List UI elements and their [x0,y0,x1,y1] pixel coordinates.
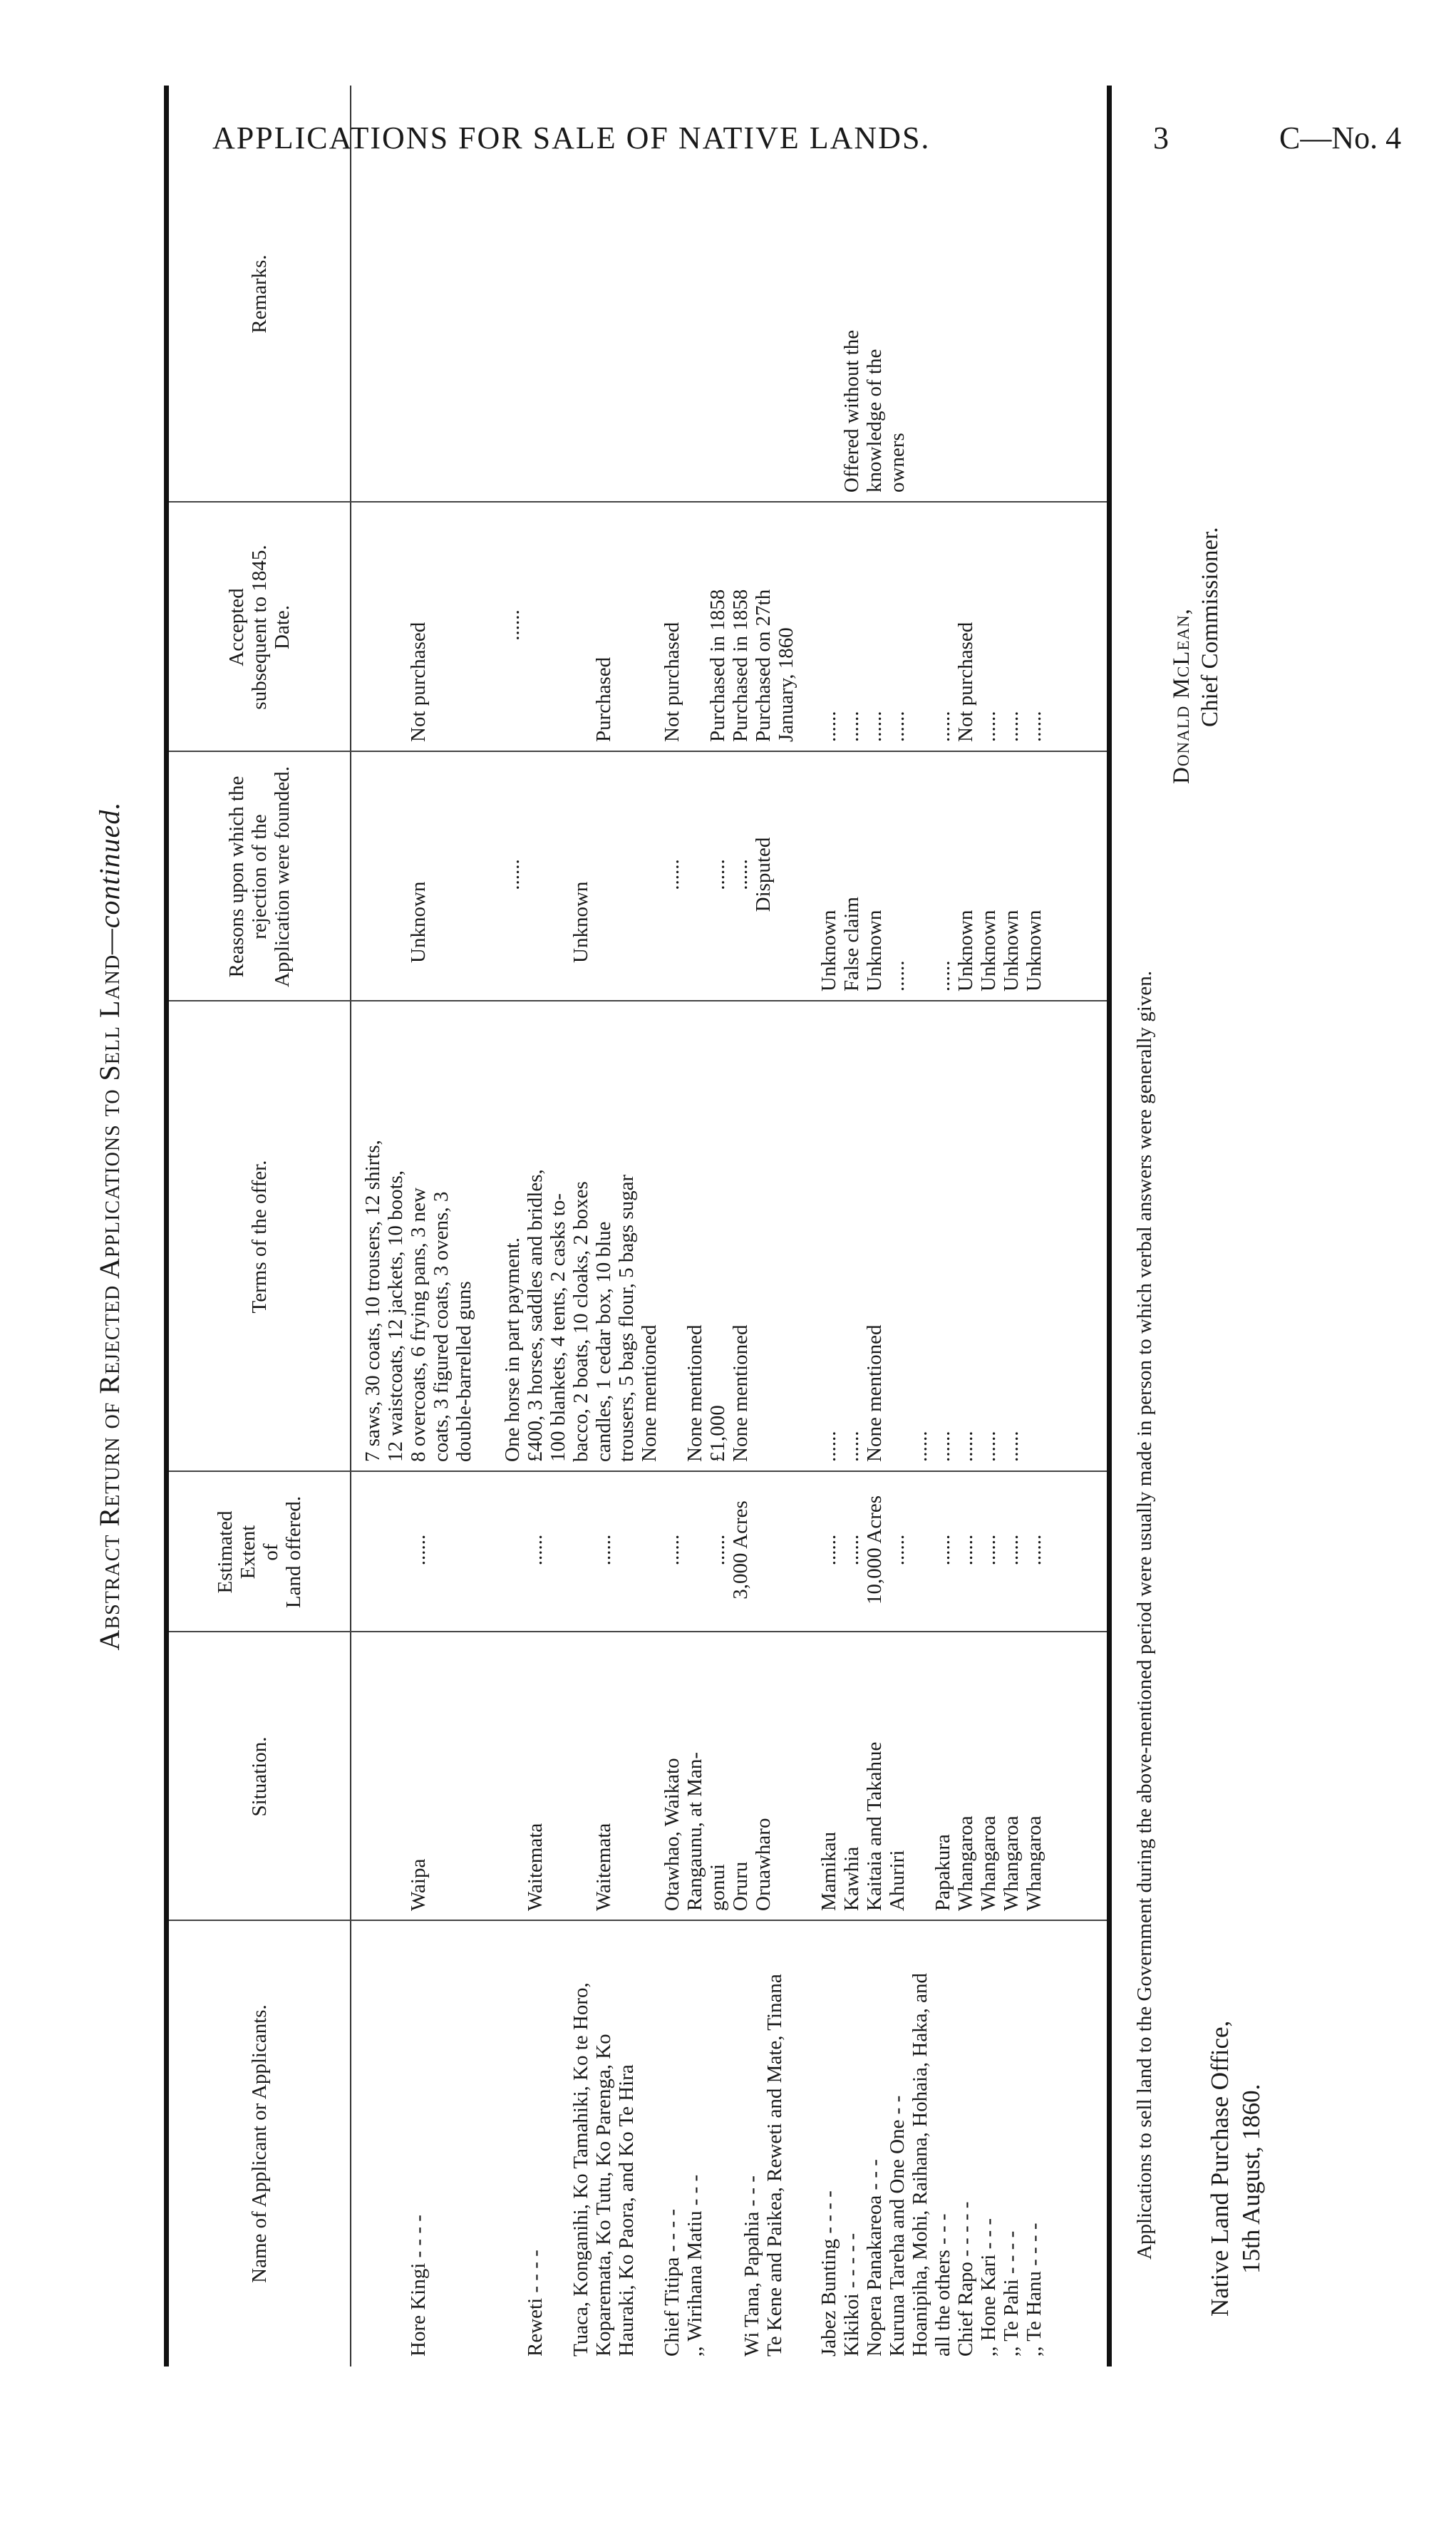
header-applicant: Name of Applicant or Applicants. [248,2004,271,2283]
reasons-cell: Unknown [407,881,430,963]
column-divider [169,1920,1107,1921]
reasons-cell: Unknown False claim Unknown ...... ...... Unknown Unknown Unknown Unknown [817,897,1045,992]
situation-cell: Waitemata [592,1823,615,1911]
accepted-cell: Purchased [592,656,615,742]
situation-cell: Otawhao, Waikato Rangaunu, at Man- gonui Oruru Oruawharo [661,1751,775,1911]
reasons-cell: Unknown [569,881,592,963]
reasons-cell: ...... [501,859,524,890]
table-caption [93,86,126,2366]
signature-block [1167,527,1224,785]
extent-cell: ...... ...... 3,000 Acres [661,1500,752,1600]
header-situation: Situation. [248,1736,271,1817]
applicant-cell: Chief Titipa - - - - ,, Wirihana Matiu - - - [661,2174,706,2357]
running-head-title: APPLICATIONS FOR SALE OF NATIVE LANDS. [212,120,931,155]
column-divider [169,1471,1107,1472]
caption-main: Abstract Return of Rejected Applications to Sell Land [93,954,125,1651]
return-table [164,86,1112,2366]
terms-cell: 7 saws, 30 coats, 10 trousers, 12 shirts, 12 waistcoats, 12 jackets, 10 boots, 8 overcoats, 6 frying pans, 3 new coats, 3 figured coats, 3 ovens, 3 double-barrelled guns [361,1140,475,1462]
header-accepted: Accepted subsequent to 1845. Date. [225,545,294,710]
signatory-name: Donald McLean, [1169,608,1194,784]
accepted-cell: ...... [501,609,524,641]
reasons-cell: ...... ...... ...... Disputed [661,837,775,912]
header-extent: Estimated Extent of Land offered. [214,1495,305,1609]
header-reasons: Reasons upon which the rejection of the Application were founded. [225,766,294,988]
terms-cell: None mentioned None mentioned £1,000 None mentioned [638,1324,752,1462]
column-divider [169,1000,1107,1001]
situation-cell: Mamikau Kawhia Kaitaia and Takahue Ahuriri Papakura Whangaroa Whangaroa Whangaroa Whangaroa [817,1741,1045,1911]
page-number: 3 [1153,120,1169,155]
header-rule [350,86,351,2366]
column-divider [169,1631,1107,1632]
terms-cell: ...... ...... None mentioned ...... ...... ...... ...... ...... [817,1324,1023,1462]
extent-cell: ...... [407,1534,430,1566]
caption-continued: —continued. [93,801,125,954]
applicant-cell: Tuaca, Konganihi, Ko Tamahiki, Ko te Horo, Koparemata, Ko Tutu, Ko Parenga, Ko Hauraki, Ko Paora, and Ko Te Hira [569,1982,638,2357]
office-block [1204,2021,1267,2317]
office-date: 15th August, 1860. [1237,2084,1265,2274]
remarks-cell: Offered without the knowledge of the owners [840,329,909,493]
column-divider [169,501,1107,503]
header-terms: Terms of the offer. [248,1160,271,1314]
extent-cell: ...... [524,1534,547,1566]
terms-cell: One horse in part payment. £400, 3 horses, saddles and bridles, 100 blankets, 4 tents, 2 casks to- bacco, 2 boats, 10 cloaks, 2 boxes candles, 1 cedar box, 10 blue trousers, 5 bags flour, 5 bags sugar [501,1169,638,1462]
accepted-cell: Not purchased Purchased in 1858 Purchased in 1858 Purchased on 27th January, 1860 [661,589,797,742]
extent-cell: ...... ...... 10,000 Acres ...... ...... ...... ...... ...... ...... [817,1495,1045,1605]
footnote: Applications to sell land to the Government during the above-mentioned period were usually made in person to which verbal answers were generally given. [1133,971,1156,2260]
applicant-cell: Hore Kingi - - - - [407,2215,430,2357]
signatory-title: Chief Commissioner. [1197,527,1223,727]
accepted-cell: Not purchased [407,622,430,742]
situation-cell: Waitemata [524,1823,547,1911]
situation-cell: Waipa [407,1858,430,1911]
extent-cell: ...... [592,1534,615,1566]
applicant-cell: Wi Tana, Papahia - - - Te Kene and Paikea, Reweti and Mate, Tinana [740,1974,786,2357]
column-divider [169,751,1107,752]
paper-reference: C—No. 4 [1279,120,1402,155]
office-name: Native Land Purchase Office, [1206,2020,1234,2317]
accepted-cell: ...... ...... ...... ...... ...... Not purchased ...... ...... ...... [817,622,1045,742]
applicant-cell: Reweti - - - - [524,2250,547,2357]
header-remarks: Remarks. [248,254,271,334]
applicant-cell: Jabez Bunting - - - - Kikikoi - - - - - Nopera Panakareoa - - - Kuruna Tareha and One One - - Hoanipiha, Mohi, Raihana, Hohaia, Haka, and all the others - - - Chief Rapo - - - - - ,, Hone Kari - - - ,, Te Pahi - - - - ,, Te Hanu - - - - [817,1973,1045,2357]
rotated-table-sheet [93,86,1304,2366]
